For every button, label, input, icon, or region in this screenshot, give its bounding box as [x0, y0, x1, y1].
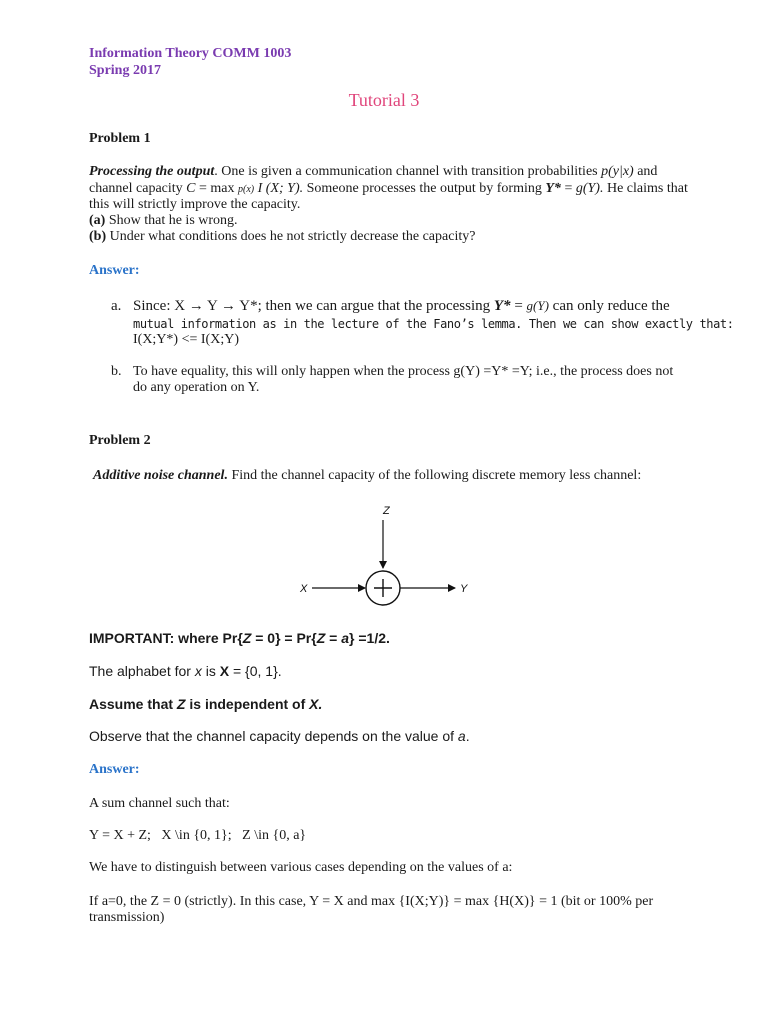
important-z1: Z [242, 630, 252, 646]
part-b-text: Under what conditions does he not strictly decrease the capacity? [106, 229, 476, 244]
answer1-b-line2: do any operation on Y. [133, 380, 260, 395]
alphabet-text-b: is [201, 663, 220, 679]
additive-noise-diagram [290, 498, 480, 608]
assume-x: X. [309, 696, 323, 712]
problem2-heading: Problem 2 [89, 433, 151, 448]
part-a-text: Show that he is wrong. [105, 213, 238, 228]
problem1-part-b [89, 229, 475, 246]
important-text-b: = 0} = Pr{ [251, 630, 317, 646]
claims-text: He claims that [603, 181, 688, 196]
answer-gy-term: g(Y) [526, 298, 549, 313]
answer2-line5: transmission) [89, 910, 165, 925]
problem1-line3: this will strictly improve the capacity. [89, 197, 301, 212]
answer2-label: Answer: [89, 762, 140, 777]
answer2-line4: If a=0, the Z = 0 (strictly). In this case, Y = X and max {I(X;Y)} = max {H(X)} = 1 (bit or 100% per [89, 894, 654, 909]
problem2-rest: Find the channel capacity of the following discrete memory less channel: [227, 468, 642, 483]
ystar-symbol: Y* [545, 181, 561, 196]
assume-line [89, 696, 322, 712]
answer-equals-sign: = [510, 298, 527, 314]
important-a: a [341, 630, 350, 646]
answer1-b-line1: To have equality, this will only happen when the process g(Y) =Y* =Y; i.e., the process does not [133, 364, 674, 379]
problem1-intro-text: . One is given a communication channel with transition probabilities [214, 164, 602, 179]
problem2-lead: Additive noise channel. [93, 468, 228, 483]
observe-text: Observe that the channel capacity depends on the value of [89, 728, 458, 744]
part-a-label: (a) [89, 213, 106, 228]
observe-a: a [457, 728, 466, 744]
important-note [89, 630, 390, 646]
pyx-term: p(y|x) [601, 164, 634, 179]
equals-sign: = [560, 181, 576, 196]
important-text-d: } =1/2. [349, 630, 390, 646]
course-title: Information Theory COMM 1003 [89, 46, 292, 61]
capacity-symbol: C [186, 181, 196, 196]
problem1-part-a [89, 213, 238, 230]
assume-text-b: is independent of [185, 696, 310, 712]
diagram-z-label: Z [383, 505, 390, 517]
alphabet-text-a: The alphabet for [89, 663, 195, 679]
alphabet-set: = {0, 1}. [229, 663, 282, 679]
gy-term: g(Y). [575, 181, 604, 196]
problem1-lead: Processing the output [89, 164, 215, 179]
alphabet-x: x [194, 663, 202, 679]
diagram-y-label: Y [460, 583, 468, 595]
processing-text: Someone processes the output by forming [303, 181, 546, 196]
reduce-text: can only reduce the [548, 298, 670, 314]
observe-line [89, 728, 470, 744]
important-text-c: = [325, 630, 342, 646]
assume-text-a: Assume that [89, 696, 177, 712]
and-text: and [633, 164, 658, 179]
max-text: = max [195, 181, 239, 196]
answer1-marker-a: a. [111, 298, 122, 314]
part-b-label: (b) [89, 229, 107, 244]
capacity-text: channel capacity [89, 181, 187, 196]
observe-period: . [465, 728, 470, 744]
problem2-intro [93, 468, 641, 485]
alphabet-line [89, 663, 282, 679]
problem1-line2 [89, 181, 688, 199]
answer1-a-line3: I(X;Y*) <= I(X;Y) [133, 332, 239, 347]
px-subscript: p(x) [238, 184, 255, 195]
answer2-line1: A sum channel such that: [89, 796, 230, 811]
answer2-line3: We have to distinguish between various cases depending on the values of a: [89, 860, 513, 875]
since-text: Since: X → Y → Y*; then we can argue that the processing [133, 298, 494, 314]
ixy-term: I (X; Y). [254, 181, 304, 196]
answer1-marker-b: b. [111, 364, 122, 379]
important-text-a: IMPORTANT: where Pr{ [89, 630, 243, 646]
assume-z: Z [176, 696, 186, 712]
important-z2: Z [316, 630, 326, 646]
answer1-a-line2: mutual information as in the lecture of the Fano’s lemma. Then we can show exactly that: [133, 317, 734, 331]
course-term: Spring 2017 [89, 63, 161, 78]
diagram-x-label: X [300, 583, 308, 595]
alphabet-X: X [219, 663, 230, 679]
problem1-line1 [89, 164, 657, 181]
answer1-label: Answer: [89, 263, 140, 278]
problem1-heading: Problem 1 [89, 131, 151, 146]
answer-ystar-symbol: Y* [493, 298, 511, 314]
tutorial-title: Tutorial 3 [348, 90, 420, 110]
answer1-a-line1 [133, 298, 670, 315]
answer2-line2: Y = X + Z; X \in {0, 1}; Z \in {0, a} [89, 828, 307, 843]
